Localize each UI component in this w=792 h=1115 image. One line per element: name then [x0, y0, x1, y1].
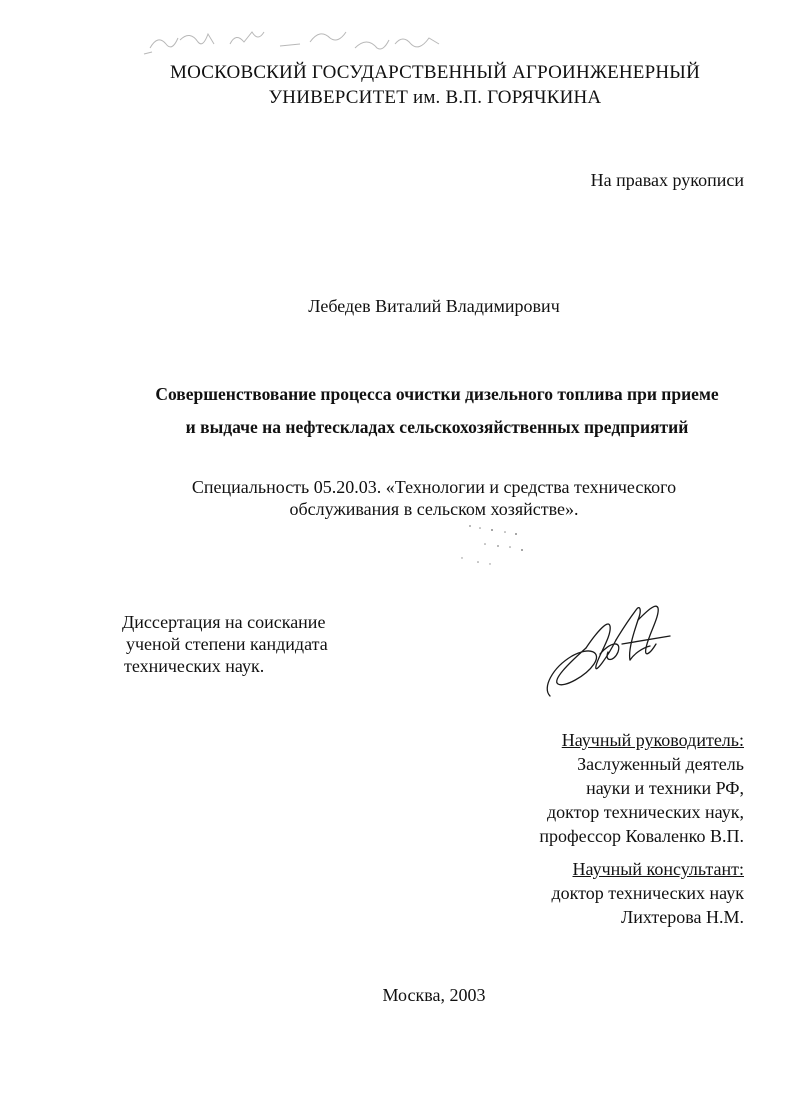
dissertation-line-3: технических наук.	[124, 656, 265, 676]
university-line-1: МОСКОВСКИЙ ГОСУДАРСТВЕННЫЙ АГРОИНЖЕНЕРНЫЙ	[170, 62, 700, 83]
supervisor-line-4: профессор Коваленко В.П.	[539, 826, 744, 846]
university-header	[100, 60, 770, 110]
scan-speckles	[450, 520, 540, 570]
dissertation-note	[122, 611, 328, 677]
scientific-consultant	[552, 857, 745, 929]
city-year: Москва, 2003	[382, 985, 486, 1005]
consultant-heading: Научный консультант:	[572, 859, 744, 879]
scientific-supervisor	[539, 728, 744, 848]
consultant-line-2: Лихтерова Н.М.	[620, 907, 744, 927]
speciality-line-1: Специальность 05.20.03. «Технологии и средства технического	[191, 477, 677, 497]
handwritten-scribble-icon	[140, 18, 470, 58]
supervisor-line-3: доктор технических наук,	[547, 802, 744, 822]
thesis-title	[60, 378, 792, 444]
thesis-title-line-2: и выдаче на нефтескладах сельскохозяйственных предприятий	[185, 417, 689, 437]
supervisor-line-1: Заслуженный деятель	[577, 754, 744, 774]
speciality-line-2: обслуживания в сельском хозяйстве».	[289, 499, 579, 519]
thesis-title-line-1: Совершенствование процесса очистки дизельного топлива при приеме	[155, 384, 719, 404]
supervisor-line-2: науки и техники РФ,	[586, 778, 744, 798]
supervisor-heading: Научный руководитель:	[561, 730, 744, 750]
signature-icon	[538, 596, 678, 704]
author-name: Лебедев Виталий Владимирович	[308, 296, 560, 316]
dissertation-line-1: Диссертация на соискание	[122, 612, 326, 632]
speciality	[100, 476, 768, 520]
rights-note: На правах рукописи	[590, 170, 744, 190]
university-line-2: УНИВЕРСИТЕТ им. В.П. ГОРЯЧКИНА	[268, 87, 602, 108]
consultant-line-1: доктор технических наук	[551, 883, 744, 903]
dissertation-line-2: ученой степени кандидата	[126, 634, 328, 654]
